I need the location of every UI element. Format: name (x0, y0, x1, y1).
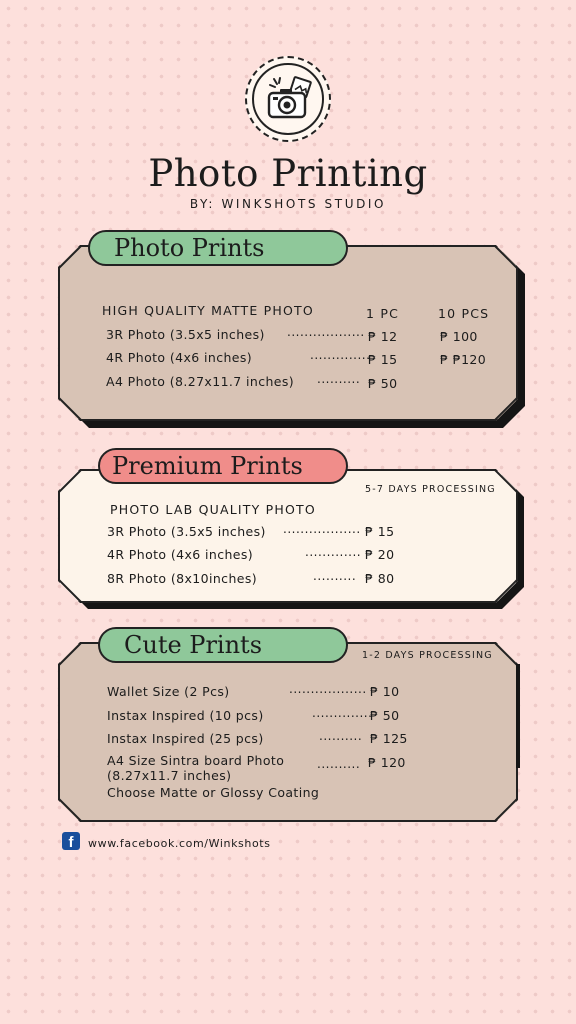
photo-prints-subtitle: HIGH QUALITY MATTE PHOTO (102, 303, 314, 318)
list-item-name: 4R Photo (4x6 inches) (107, 547, 254, 562)
list-item-dots: .......... (313, 569, 357, 583)
studio-byline: BY: WINKSHOTS STUDIO (189, 197, 387, 211)
camera-logo-badge (245, 56, 331, 142)
list-item-price-1pc: ₱ 50 (368, 376, 398, 391)
list-item-dots: ............. (305, 545, 362, 559)
cute-processing-time: 1-2 DAYS PROCESSING (362, 650, 493, 661)
list-item-price-1pc: ₱ 12 (368, 329, 398, 344)
list-item-dots: .............. (312, 706, 373, 720)
list-item-dots: .............. (310, 348, 371, 362)
list-item-dots: .......... (319, 729, 363, 743)
camera-icon (265, 76, 315, 124)
photo-prints-col-10pcs: 10 PCS (438, 306, 490, 321)
list-item-price-1pc: ₱ 15 (368, 352, 398, 367)
list-item-price: ₱ 20 (365, 547, 395, 562)
list-item-price: ₱ 120 (368, 755, 406, 770)
page-title: Photo Printing (148, 152, 428, 195)
premium-processing-time: 5-7 DAYS PROCESSING (365, 484, 496, 495)
list-item-dots: .................. (287, 325, 365, 339)
list-item-price: ₱ 50 (370, 708, 400, 723)
list-item-price-10pcs: ₱ 100 (440, 329, 478, 344)
list-item-price-10pcs: ₱ ₱120 (440, 352, 487, 367)
list-item-dots: .................. (289, 682, 367, 696)
facebook-link[interactable]: www.facebook.com/Winkshots (88, 837, 271, 850)
list-item-name: 4R Photo (4x6 inches) (106, 350, 253, 365)
list-item-price: ₱ 15 (365, 524, 395, 539)
photo-prints-col-1pc: 1 PC (366, 306, 399, 321)
facebook-icon[interactable]: f (62, 832, 80, 850)
list-item-name: 8R Photo (8x10inches) (107, 571, 258, 586)
photo-prints-heading: Photo Prints (88, 230, 348, 266)
list-item-dots: .................. (283, 522, 361, 536)
list-item-name: Instax Inspired (25 pcs) (107, 731, 264, 746)
list-item-name: Wallet Size (2 Pcs) (107, 684, 230, 699)
list-item-name: Instax Inspired (10 pcs) (107, 708, 264, 723)
cute-prints-heading: Cute Prints (98, 627, 348, 663)
list-item-name: A4 Photo (8.27x11.7 inches) (106, 374, 295, 389)
list-item-name-line2: (8.27x11.7 inches) (107, 768, 232, 783)
coating-note: Choose Matte or Glossy Coating (107, 785, 320, 800)
list-item-name: 3R Photo (3.5x5 inches) (106, 327, 265, 342)
premium-prints-subtitle: PHOTO LAB QUALITY PHOTO (110, 502, 316, 517)
list-item-name: 3R Photo (3.5x5 inches) (107, 524, 266, 539)
list-item-name: A4 Size Sintra board Photo (107, 753, 285, 768)
premium-prints-heading: Premium Prints (98, 448, 348, 484)
list-item-price: ₱ 80 (365, 571, 395, 586)
list-item-dots: .......... (317, 372, 361, 386)
list-item-price: ₱ 10 (370, 684, 400, 699)
list-item-dots: .......... (317, 757, 361, 771)
cute-prints-card-edge (516, 664, 520, 768)
list-item-price: ₱ 125 (370, 731, 408, 746)
